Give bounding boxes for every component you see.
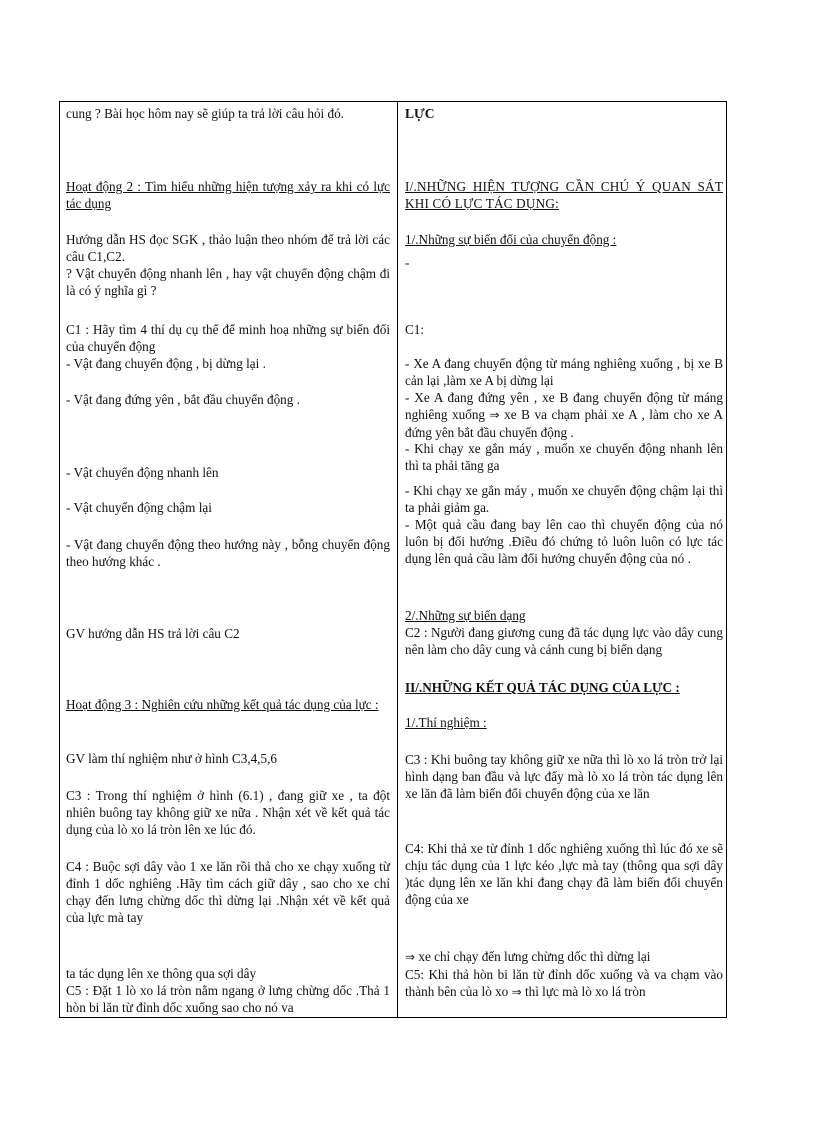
- c2-guide: GV hướng dẫn HS trả lời câu C2: [66, 626, 240, 641]
- c5-question: C5 : Đặt 1 lò xo lá tròn nằm ngang ở lưng chừng dốc .Thả 1 hòn bi lăn từ đỉnh dốc xuống sao cho nó va: [66, 983, 390, 1015]
- c1-answer-2-part-a: - Xe A đang đứng yên , xe B đang chuyển động từ máng nghiêng xuống: [405, 390, 723, 422]
- dash-mark: -: [405, 255, 410, 270]
- activity-2-guide: Hướng dẫn HS đọc SGK , thảo luận theo nhóm để trả lời các câu C1,C2.: [66, 232, 390, 264]
- c1-answer-5: - Một quả cầu đang bay lên cao thì chuyển động của nó luôn bị đổi hướng .Điều đó chứng tỏ luôn luôn có lực tác dụng lên quả cầu làm đổi hướng chuyển động của nó .: [405, 517, 723, 566]
- subsection-2-title: 2/.Những sự biến dạng: [405, 608, 526, 623]
- column-divider: [397, 102, 398, 1017]
- activity-3-experiment: GV làm thí nghiệm như ở hình C3,4,5,6: [66, 751, 277, 766]
- section-2-title: II/.NHỮNG KẾT QUẢ TÁC DỤNG CỦA LỰC :: [405, 680, 680, 695]
- c5-answer-part-b: thì lực mà lò xo lá tròn: [521, 984, 646, 999]
- subsection-3-title: 1/.Thí nghiệm :: [405, 715, 487, 730]
- section-1-title: I/.NHỮNG HIỆN TƯỢNG CẦN CHÚ Ý QUAN SÁT KHI CÓ LỰC TÁC DỤNG:: [405, 179, 723, 211]
- c4-question: C4 : Buộc sợi dây vào 1 xe lăn rồi thả cho xe chạy xuống từ đỉnh 1 dốc nghiêng .Hãy tìm cách giữ dây , sao cho xe chỉ chạy đến lưng chừng dốc thì dừng lại .Nhận xét về kết quả của lực mà tay: [66, 859, 390, 925]
- intro-tail: cung ? Bài học hôm nay sẽ giúp ta trả lời câu hỏi đó.: [66, 106, 344, 121]
- c3-answer: C3 : Khi buông tay không giữ xe nữa thì lò xo lá tròn trở lại hình dạng ban đầu và lực đẩy mà lò xo lá tròn tác dụng lên xe lăn đã làm biến đổi chuyển động của xe lăn: [405, 752, 723, 801]
- c1-answer-1: - Xe A đang chuyển động từ máng nghiêng xuống , bị xe B cản lại ,làm xe A bị dừng lại: [405, 356, 723, 388]
- c5-answer: [405, 966, 723, 1001]
- c1-item-2: - Vật đang đứng yên , bắt đầu chuyển động .: [66, 392, 300, 407]
- lesson-table: [59, 101, 727, 1018]
- implies-arrow-icon: ⇒: [489, 408, 500, 422]
- lesson-title: LỰC: [405, 106, 435, 121]
- activity-2-question: ? Vật chuyển động nhanh lên , hay vật chuyển động chậm đi là có ý nghĩa gì ?: [66, 266, 390, 298]
- c1-answer-3: - Khi chạy xe gắn máy , muốn xe chuyển động nhanh lên thì ta phải tăng ga: [405, 441, 723, 473]
- c1-prompt: C1 : Hãy tìm 4 thí dụ cụ thể để minh hoạ những sự biến đổi của chuyển động: [66, 322, 390, 354]
- c1-item-4: - Vật chuyển động chậm lại: [66, 500, 212, 515]
- c3-question: C3 : Trong thí nghiệm ở hình (6.1) , đang giữ xe , ta đột nhiên buông tay không giữ xe nữa . Nhận xét về kết quả tác dụng của lò xo lá tròn lên xe lúc đó.: [66, 788, 390, 837]
- activity-2-title: Hoạt động 2 : Tìm hiểu những hiện tượng xảy ra khi có lực tác dụng: [66, 179, 390, 211]
- c1-item-5: - Vật đang chuyển động theo hướng này , bỗng chuyển động theo hướng khác .: [66, 537, 390, 569]
- c1-answer-2-part-b: xe B va chạm phải xe A , làm cho xe A đứng yên bắt đầu chuyển động .: [405, 407, 723, 440]
- c4-answer-tail-text: xe chỉ chạy đến lưng chừng dốc thì dừng lại: [415, 949, 651, 964]
- c5-answer-part-a: C5: Khi thả hòn bi lăn từ đỉnh dốc xuống và va chạm vào thành bên của lò xo: [405, 967, 723, 999]
- subsection-1-title: 1/.Những sự biến đổi của chuyển động :: [405, 232, 617, 247]
- c1-item-3: - Vật chuyển động nhanh lên: [66, 465, 219, 480]
- c1-item-1: - Vật đang chuyển động , bị dừng lại .: [66, 356, 266, 371]
- activity-3-title: Hoạt động 3 : Nghiên cứu những kết quả tác dụng của lực :: [66, 697, 379, 712]
- c4-question-tail: ta tác dụng lên xe thông qua sợi dây: [66, 966, 257, 981]
- c1-answer-4: - Khi chạy xe gắn máy , muốn xe chuyển động chậm lại thì ta phải giảm ga.: [405, 483, 723, 515]
- c4-answer-tail: [405, 948, 723, 966]
- c2-answer: C2 : Người đang giương cung đã tác dụng lực vào dây cung nên làm cho dây cung và cánh cung bị biến dạng: [405, 625, 723, 657]
- implies-arrow-icon: ⇒: [405, 950, 416, 964]
- c1-answer-2: [405, 389, 723, 441]
- implies-arrow-icon: ⇒: [511, 985, 522, 999]
- c4-answer: C4: Khi thả xe từ đỉnh 1 dốc nghiêng xuống thì lúc đó xe sẽ chịu tác dụng của 1 lực kéo ,lực mà tay (thông qua sợi dây )tác dụng lên xe lăn khi đang chạy đã làm biến đổi chuyển động của xe: [405, 841, 723, 907]
- c1-label: C1:: [405, 322, 425, 337]
